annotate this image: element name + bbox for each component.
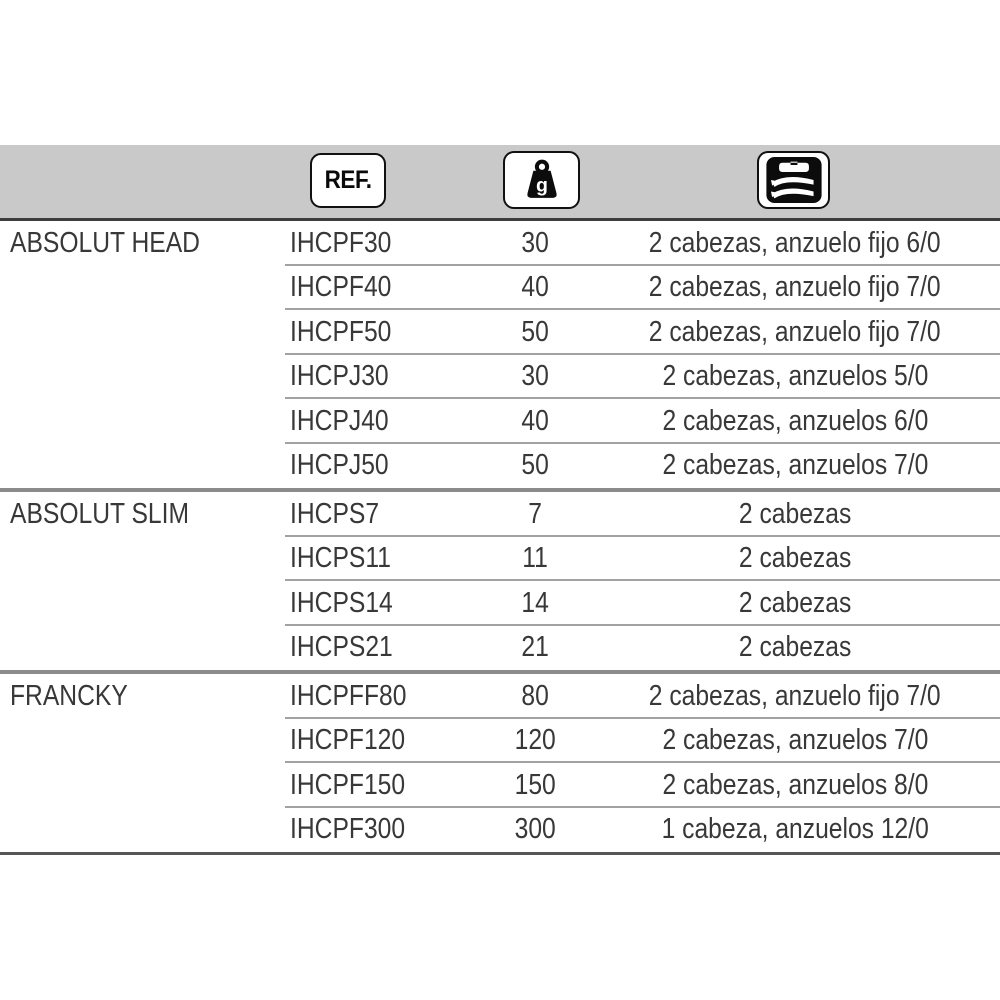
ref-code: IHCPF50 (290, 315, 392, 348)
ref-code: IHCPJ40 (290, 404, 389, 437)
group-name-label: FRANCKY (10, 679, 128, 712)
ref-cell (285, 631, 480, 664)
description-cell (590, 769, 1000, 802)
table-row (0, 808, 1000, 853)
weight-cell (480, 498, 590, 531)
ref-cell (285, 271, 480, 304)
table-row (0, 763, 1000, 808)
weight-cell (480, 724, 590, 757)
ref-cell (285, 316, 480, 349)
weight-gram-icon (519, 157, 565, 203)
weight-cell (480, 813, 590, 846)
weight-cell (480, 405, 590, 438)
description-cell (590, 498, 1000, 531)
weight-value: 21 (521, 631, 549, 664)
description-cell (590, 542, 1000, 575)
table-row (0, 399, 1000, 444)
description-cell (590, 724, 1000, 757)
weight-value: 50 (521, 449, 549, 482)
weight-value: 150 (514, 768, 556, 801)
weight-cell (480, 449, 590, 482)
description-text: 2 cabezas, anzuelo fijo 6/0 (649, 226, 941, 259)
ref-cell (285, 405, 480, 438)
description-text: 2 cabezas (738, 542, 852, 575)
description-cell (590, 587, 1000, 620)
description-text: 2 cabezas, anzuelo fijo 7/0 (649, 315, 941, 348)
description-cell (590, 360, 1000, 393)
description-text: 2 cabezas, anzuelos 5/0 (662, 360, 928, 393)
ref-cell (285, 680, 480, 713)
table-row (0, 581, 1000, 626)
svg-text:g: g (535, 174, 548, 197)
table-row (0, 310, 1000, 355)
description-text: 2 cabezas, anzuelos 7/0 (662, 724, 928, 757)
product-group-absolut-slim (0, 492, 1000, 674)
description-text: 2 cabezas, anzuelos 7/0 (662, 449, 928, 482)
ref-code: IHCPS7 (290, 497, 380, 530)
description-text: 2 cabezas (738, 497, 852, 530)
description-text: 1 cabeza, anzuelos 12/0 (661, 813, 929, 846)
ref-code: IHCPS21 (290, 631, 393, 664)
blister-pack-icon (765, 157, 823, 203)
description-cell (590, 271, 1000, 304)
weight-cell (480, 587, 590, 620)
ref-code: IHCPFF80 (290, 679, 407, 712)
weight-value: 300 (514, 813, 556, 846)
table-row (0, 444, 1000, 489)
table-header-bar (0, 145, 1000, 221)
ref-cell (285, 769, 480, 802)
ref-code: IHCPJ30 (290, 360, 389, 393)
table-row (0, 266, 1000, 311)
description-text: 2 cabezas (738, 586, 852, 619)
weight-cell (480, 631, 590, 664)
ref-column-badge (310, 153, 386, 208)
weight-cell (480, 316, 590, 349)
weight-cell (480, 227, 590, 260)
weight-column-badge (503, 151, 580, 209)
table-row (0, 492, 1000, 537)
weight-value: 40 (521, 404, 549, 437)
weight-cell (480, 680, 590, 713)
description-cell (590, 405, 1000, 438)
group-name-label: ABSOLUT HEAD (10, 226, 200, 259)
weight-cell (480, 769, 590, 802)
ref-code: IHCPS14 (290, 586, 393, 619)
ref-cell (285, 360, 480, 393)
description-cell (590, 631, 1000, 664)
description-cell (590, 680, 1000, 713)
ref-label: REF. (324, 166, 372, 194)
weight-cell (480, 271, 590, 304)
description-cell (590, 316, 1000, 349)
table-row (0, 626, 1000, 671)
weight-value: 120 (514, 724, 556, 757)
ref-code: IHCPF150 (290, 768, 406, 801)
ref-cell (285, 449, 480, 482)
description-text: 2 cabezas (738, 631, 852, 664)
ref-code: IHCPF40 (290, 271, 392, 304)
table-row (0, 674, 1000, 719)
package-column-badge (757, 151, 830, 209)
description-cell (590, 227, 1000, 260)
group-name-cell (0, 227, 285, 260)
table-row (0, 537, 1000, 582)
weight-value: 14 (521, 586, 549, 619)
ref-cell (285, 227, 480, 260)
weight-value: 80 (521, 679, 549, 712)
ref-code: IHCPS11 (290, 542, 391, 575)
weight-cell (480, 542, 590, 575)
table-row (0, 221, 1000, 266)
ref-cell (285, 542, 480, 575)
description-text: 2 cabezas, anzuelo fijo 7/0 (649, 679, 941, 712)
description-cell (590, 449, 1000, 482)
description-text: 2 cabezas, anzuelos 6/0 (662, 404, 928, 437)
group-name-label: ABSOLUT SLIM (10, 497, 190, 530)
weight-value: 30 (521, 226, 549, 259)
table-row (0, 355, 1000, 400)
weight-value: 7 (528, 497, 542, 530)
ref-cell (285, 813, 480, 846)
ref-code: IHCPF30 (290, 226, 392, 259)
ref-code: IHCPF300 (290, 813, 406, 846)
weight-value: 50 (521, 315, 549, 348)
description-text: 2 cabezas, anzuelos 8/0 (662, 768, 928, 801)
ref-cell (285, 498, 480, 531)
ref-cell (285, 587, 480, 620)
group-name-cell (0, 680, 285, 713)
description-text: 2 cabezas, anzuelo fijo 7/0 (649, 271, 941, 304)
product-group-francky (0, 674, 1000, 855)
group-name-cell (0, 498, 285, 531)
weight-value: 30 (521, 360, 549, 393)
product-group-absolut-head (0, 221, 1000, 492)
ref-code: IHCPF120 (290, 724, 406, 757)
weight-value: 40 (521, 271, 549, 304)
description-cell (590, 813, 1000, 846)
ref-code: IHCPJ50 (290, 449, 389, 482)
weight-cell (480, 360, 590, 393)
table-row (0, 719, 1000, 764)
product-table (0, 221, 1000, 855)
weight-value: 11 (522, 542, 548, 575)
ref-cell (285, 724, 480, 757)
